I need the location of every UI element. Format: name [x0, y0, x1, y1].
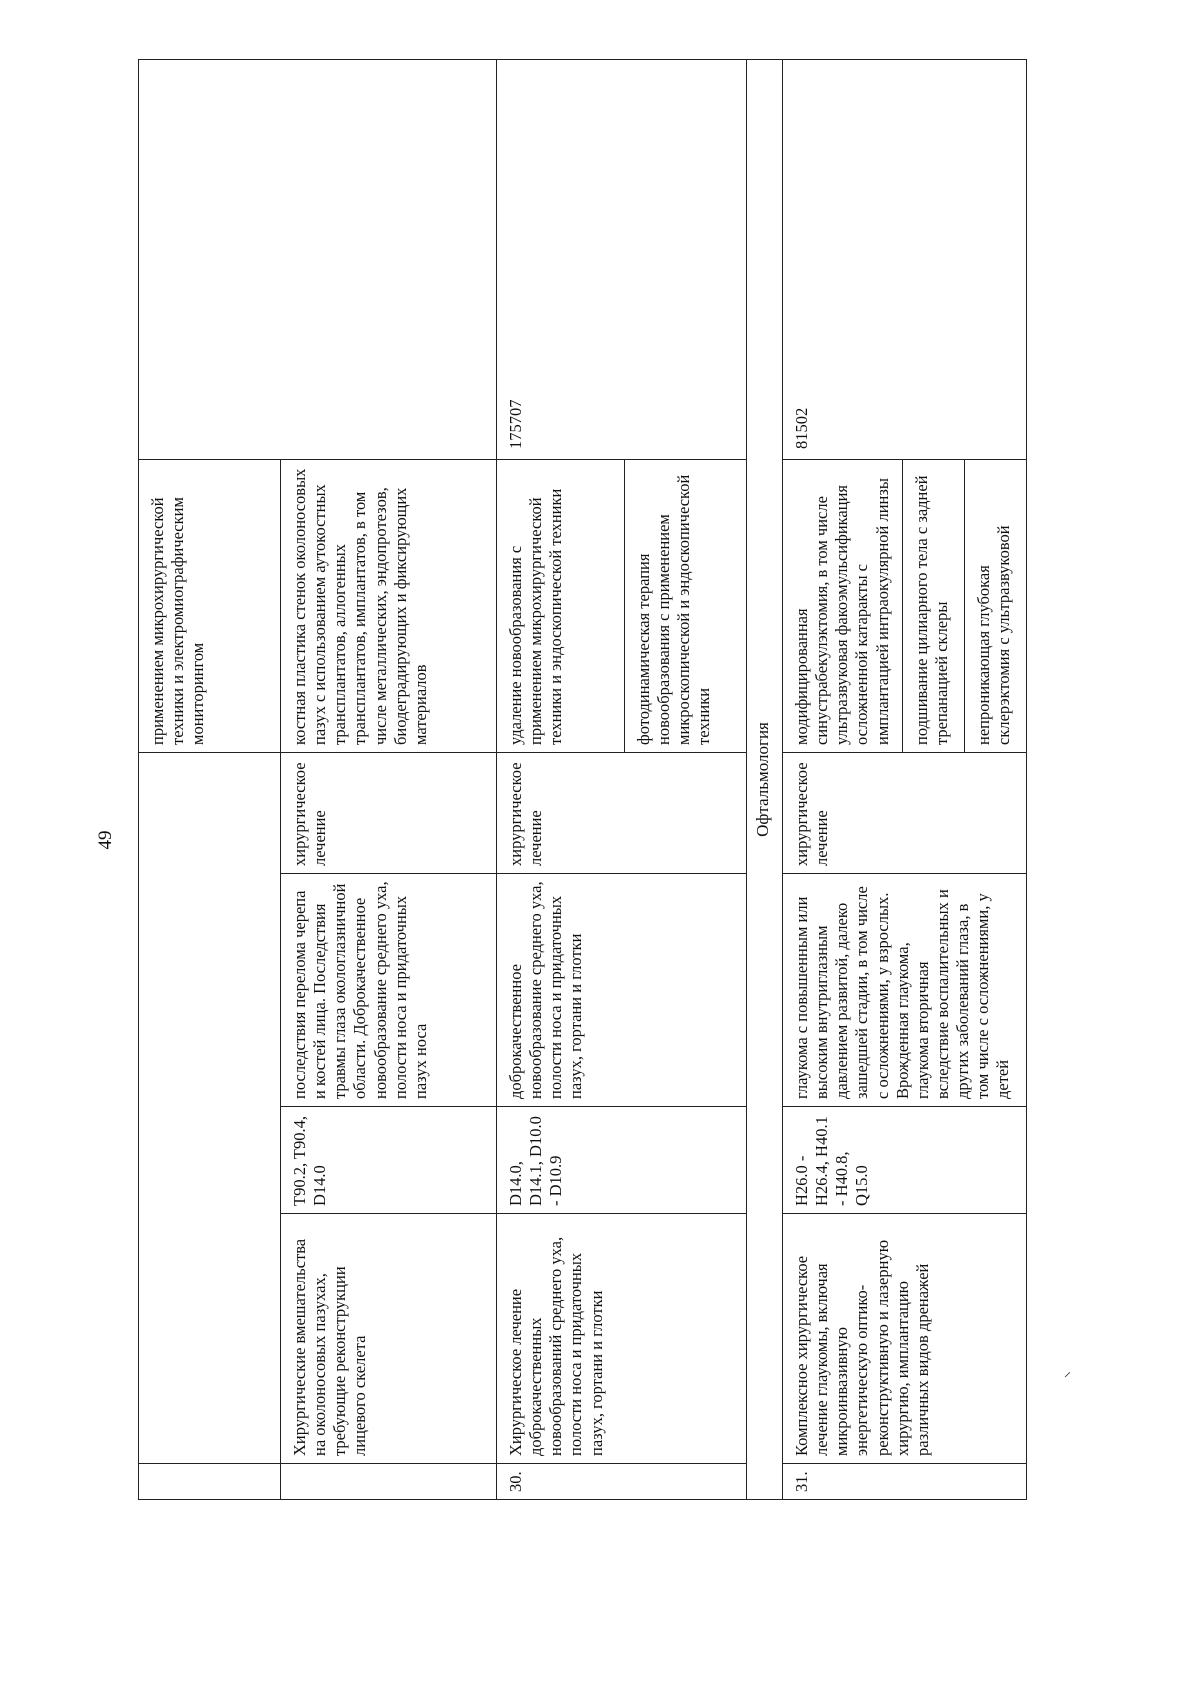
procedure-name-cell: Хирургическое лечение доброкачественных новообразований среднего уха, полости носа и придаточных пазух, гортани и глотки: [497, 1214, 747, 1464]
method-cell: фотодинамическая терапия новообразования с применением микроскопической и эндоскопической техники: [625, 460, 747, 753]
table-row-31a: [783, 60, 903, 1500]
method-cell: применением микрохирургической техники и электромиографическим мониторингом: [139, 460, 281, 753]
cell-blank: [139, 753, 281, 1464]
icd-code-cell: D14.0, D14.1, D10.0 - D10.9: [497, 1107, 747, 1214]
icd-code-cell: H26.0 - H26.4, H40.1 - H40.8, Q15.0: [783, 1107, 1027, 1214]
method-cell: непроникающая глубокая склерэктомия с ультразвуковой: [964, 460, 1026, 753]
section-header-row: [747, 60, 783, 1500]
procedure-name-cell: Комплексное хирургическое лечение глаукомы, включая микроинвазивную энергетическую оптико-реконструктивную и лазерную хирургию, имплантацию различных видов дренажей: [783, 1214, 1027, 1464]
procedure-name-cell: Хирургические вмешательства на околоносовых пазухах, требующие реконструкции лицевого скелета: [281, 1214, 497, 1464]
cost-cell: 81502: [783, 60, 1027, 460]
method-cell: подшивание цилиарного тела с задней трепанацией склеры: [902, 460, 964, 753]
page-number: 49: [95, 830, 116, 850]
row-number-cell: 31.: [783, 1464, 1027, 1500]
table-row-continued: [139, 60, 281, 1500]
treatment-type-cell: хирургическое лечение: [281, 753, 497, 874]
diagnosis-cell: доброкачественное новообразование среднего уха, полости носа и придаточных пазух, гортани и глотки: [497, 874, 747, 1107]
cost-cell: 175707: [497, 60, 747, 460]
cell-blank: [139, 1464, 281, 1500]
rotated-table-page: [138, 60, 1013, 1500]
diagnosis-cell: последствия перелома черепа и костей лица. Последствия травмы глаза окологлазничной области. Доброкачественное новообразование среднего уха, полости носа и придаточных пазух носа: [281, 874, 497, 1107]
method-cell: костная пластика стенок околоносовых пазух с использованием аутокостных трансплантатов, аллогенных трансплантатов, имплантатов, в том числе металлических, эндопротезов, биодеградирующих и фиксирующих материалов: [281, 460, 497, 753]
row-number-cell: 30.: [497, 1464, 747, 1500]
diagnosis-cell: глаукома с повышенным или высоким внутриглазным давлением развитой, далеко зашедшей стадии, в том числе с осложнениями, у взрослых. Врожденная глаукома, глаукома вторичная вследствие воспалительных и других заболеваний глаза, в том числе с осложнениями, у детей: [783, 874, 1027, 1107]
method-cell: модифицированная синустрабекулэктомия, в том числе ультразвуковая факоэмульсификация осложненной катаракты с имплантацией интраокулярной линзы: [783, 460, 903, 753]
treatment-type-cell: хирургическое лечение: [497, 753, 747, 874]
scan-mark: ⸍: [1064, 1371, 1071, 1386]
icd-code-cell: T90.2, T90.4, D14.0: [281, 1107, 497, 1214]
table-row-30a: [497, 60, 625, 1500]
cost-cell-blank: [139, 60, 497, 460]
section-title: Офтальмология: [747, 60, 783, 1500]
procedures-table: [138, 59, 1027, 1500]
treatment-type-cell: хирургическое лечение: [783, 753, 1027, 874]
method-cell: удаление новообразования с применением микрохирургической техники и эндоскопической техники: [497, 460, 625, 753]
number-cell-blank: [281, 1464, 497, 1500]
